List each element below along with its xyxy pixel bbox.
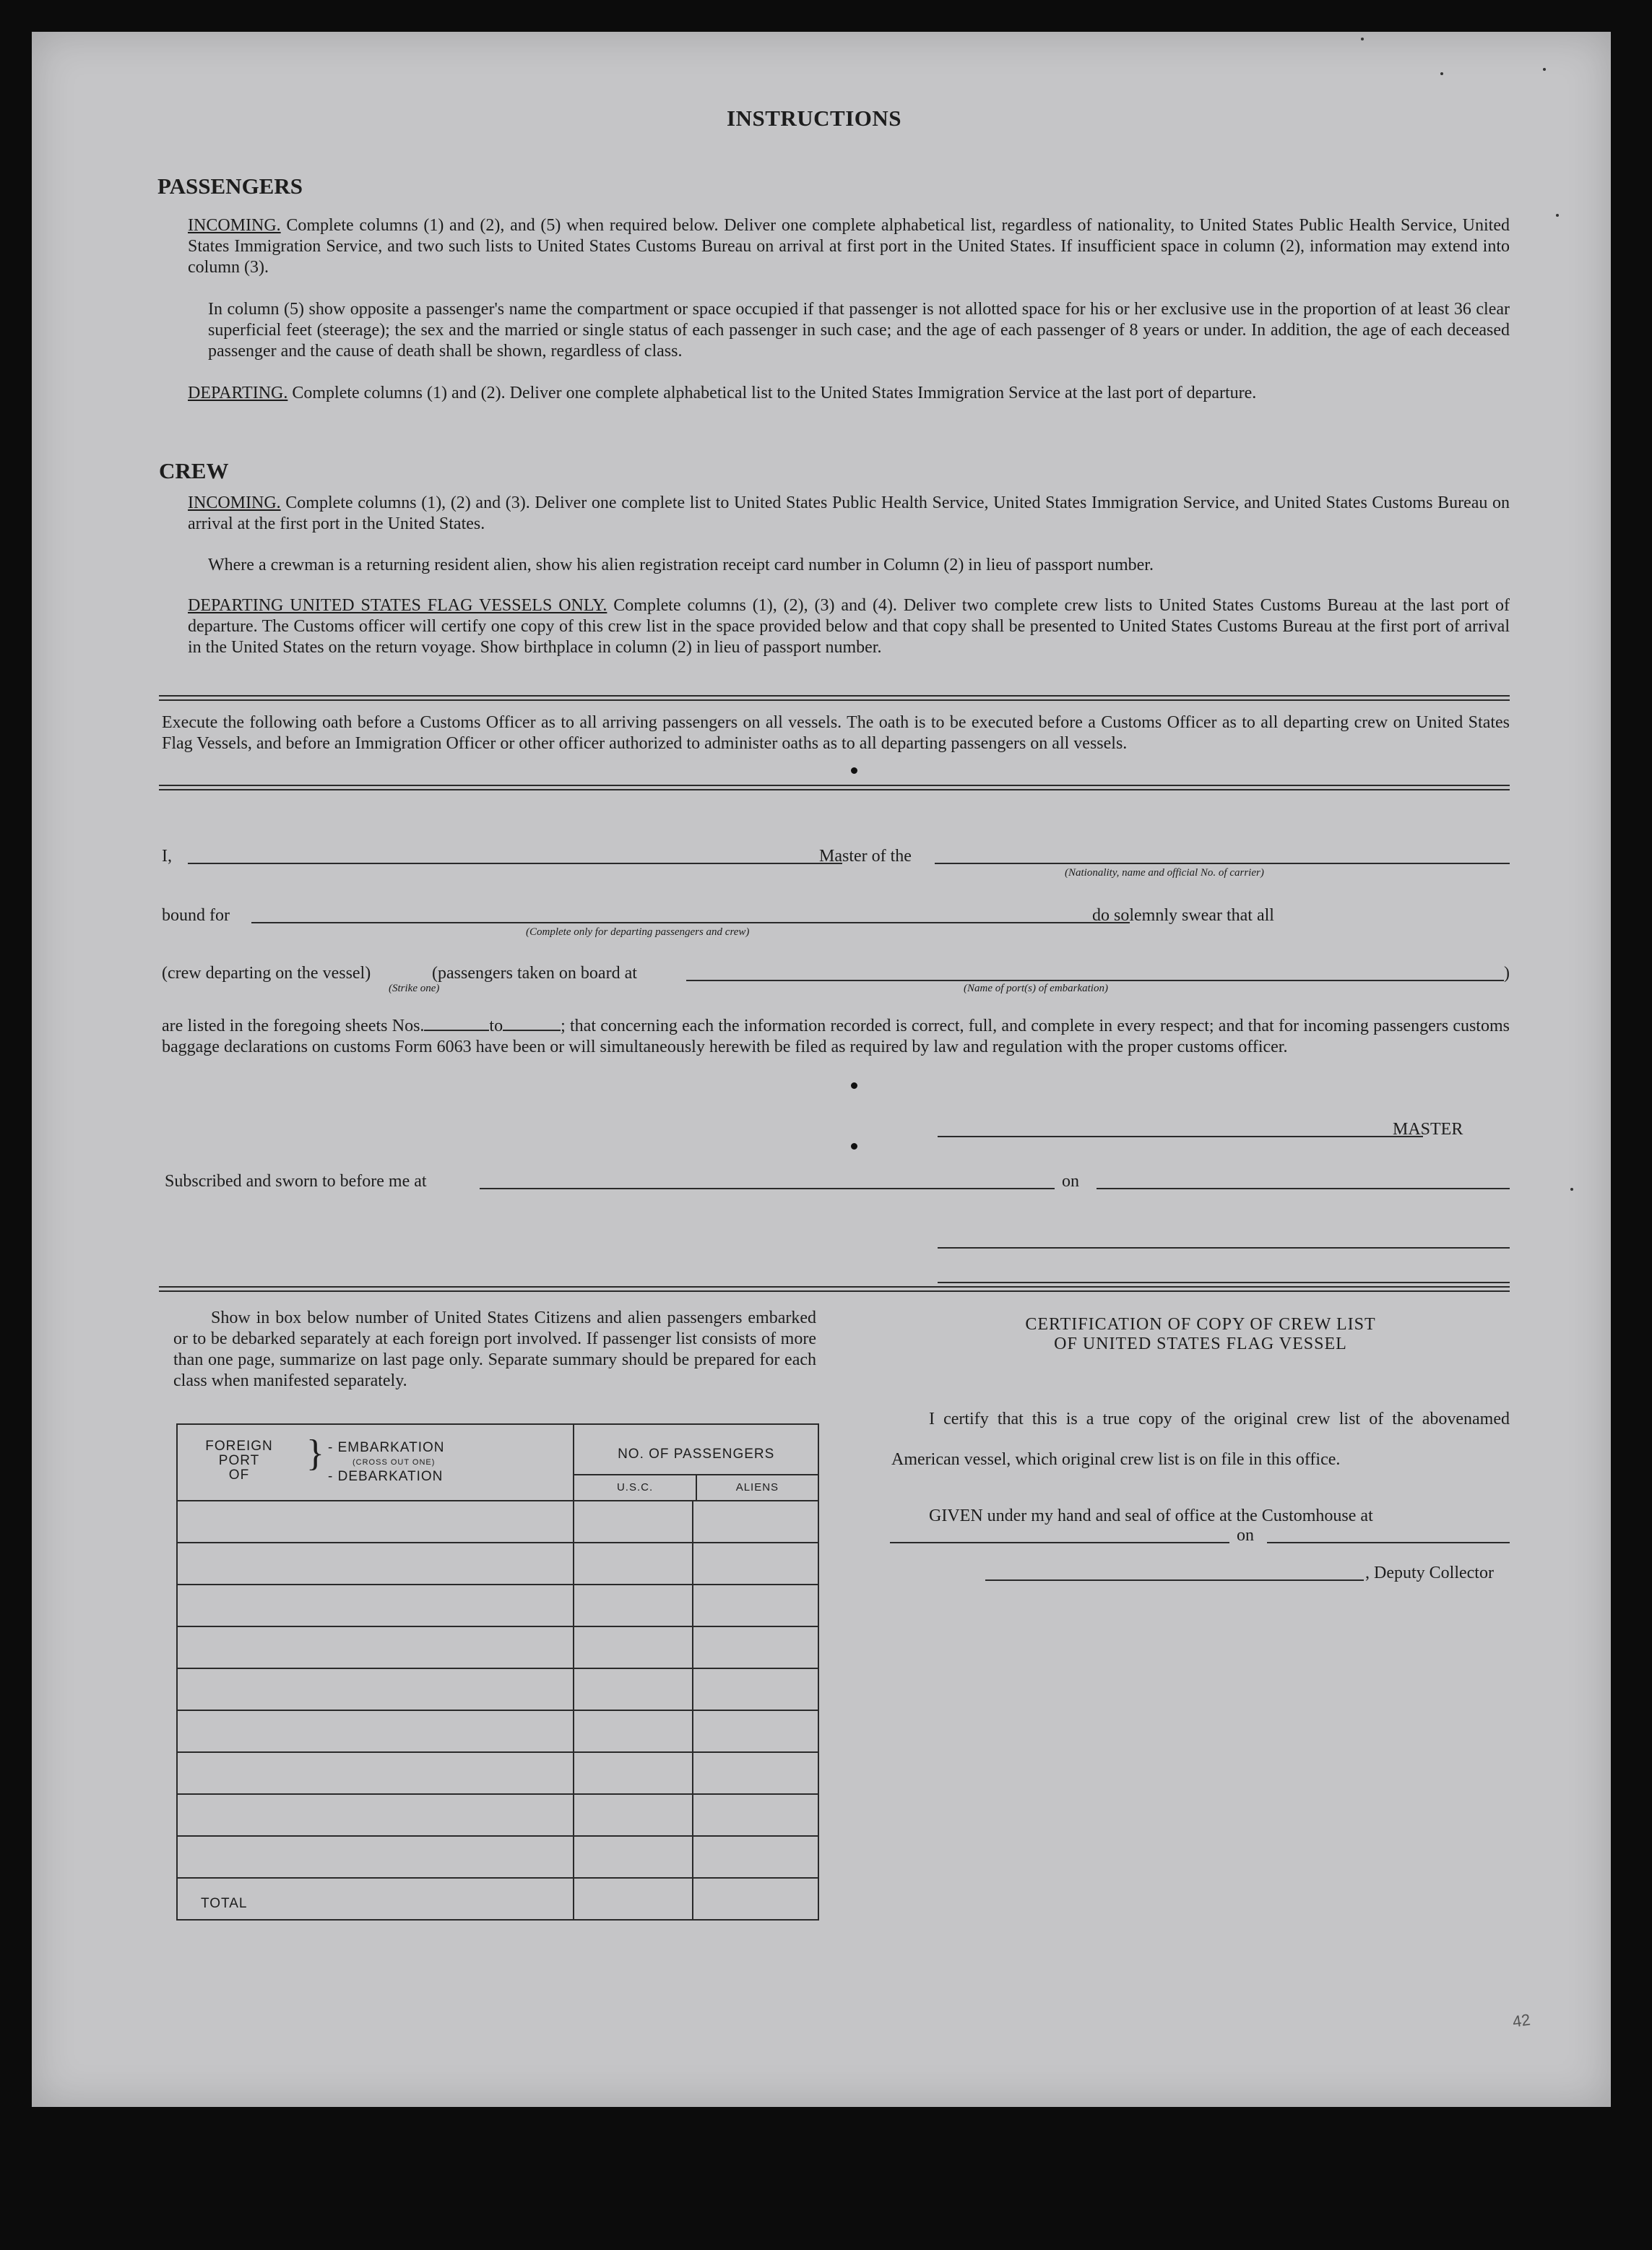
table-row bbox=[177, 1585, 818, 1626]
passengers-incoming-paragraph bbox=[188, 215, 1510, 278]
passengers-taken-label: (passengers taken on board at bbox=[432, 964, 637, 983]
deputy-signature-line bbox=[985, 1579, 1364, 1581]
table-row bbox=[177, 1543, 818, 1585]
subscribed-on-label: on bbox=[1062, 1172, 1079, 1191]
deputy-collector-label: , Deputy Collector bbox=[1365, 1564, 1494, 1582]
scan-speck bbox=[1361, 38, 1364, 40]
oath-i-label: I, bbox=[162, 847, 172, 866]
passengers-departing-text: Complete columns (1) and (2). Deliver one complete alphabetical list to the United States Immigration Service at the last port of departure. bbox=[287, 384, 1257, 402]
master-signature-line bbox=[938, 1136, 1423, 1137]
divider-bottom bbox=[159, 1286, 1510, 1292]
scan-speck bbox=[1440, 72, 1443, 75]
certification-title-line1: CERTIFICATION OF COPY OF CREW LIST bbox=[1025, 1315, 1376, 1334]
passengers-header-cell bbox=[574, 1424, 818, 1501]
no-of-passengers-label: NO. OF PASSENGERS bbox=[618, 1447, 775, 1462]
crew-departing-text: Complete columns (1), (2), (3) and (4). Deliver two complete crew lists to United States Customs Bureau at the last port of departure. The Customs officer will certify one copy of this crew list in the space provided below and that copy shall be presented to United States Customs Bureau at the first port of arrival in the United States on the return voyage. Show birthplace in column (2) in lieu of passport number. bbox=[188, 596, 1510, 657]
swear-label: do solemnly swear that all bbox=[1092, 906, 1274, 925]
passengers-column5-paragraph: In column (5) show opposite a passenger's name the compartment or space occupied if that passenger is not allotted space for his or her exclusive use in the proportion of at least 36 clear superficial feet (steerage); the sex and the married or single status of each passenger in such case; and the age of each passenger of 8 years or under. In addition, the age of each deceased passenger and the cause of death shall be shown, regardless of class. bbox=[208, 300, 1510, 361]
divider-oath bbox=[159, 785, 1510, 790]
listed-suffix: ; that concerning each the information recorded is correct, full, and complete in every respect; and that for incoming passengers customs baggage declarations on customs Form 6063 have been or will simultaneously herewith be filed as required by law and regulation with the proper customs officer. bbox=[162, 1017, 1510, 1056]
of-label: OF bbox=[228, 1467, 250, 1483]
table-row bbox=[177, 1501, 818, 1543]
certification-title bbox=[891, 1315, 1510, 1354]
listed-paragraph bbox=[162, 1016, 1510, 1058]
subscribed-label: Subscribed and sworn to before me at bbox=[165, 1172, 427, 1191]
brace-symbol: } bbox=[306, 1433, 324, 1474]
given-paragraph: GIVEN under my hand and seal of office at the Customhouse at bbox=[929, 1507, 1373, 1525]
cert-on-label: on bbox=[1237, 1526, 1254, 1545]
total-label: TOTAL bbox=[201, 1896, 248, 1911]
listed-prefix: are listed in the foregoing sheets Nos. bbox=[162, 1017, 425, 1035]
sheet-to-blank bbox=[503, 1030, 561, 1031]
scan-speck bbox=[851, 1143, 857, 1150]
passengers-incoming-text: Complete columns (1) and (2), and (5) when required below. Deliver one complete alphabetical list, regardless of nationality, to United States Public Health Service, United States Immigration Service, and two such lists to United States Customs Bureau on arrival at first port in the United States. If insufficient space in column (2), information may extend into column (3). bbox=[188, 216, 1510, 277]
debarkation-label: - DEBARKATION bbox=[328, 1469, 444, 1484]
certification-title-line2: OF UNITED STATES FLAG VESSEL bbox=[1054, 1335, 1347, 1353]
summary-instruction: Show in box below number of United States Citizens and alien passengers embarked or to be debarked separately at each foreign port involved. If passenger list consists of more than one page, summarize on last page only. Separate summary should be prepared for each class when manifested separately. bbox=[173, 1309, 816, 1390]
cross-out-label: (CROSS OUT ONE) bbox=[353, 1458, 436, 1467]
page-title: INSTRUCTIONS bbox=[727, 105, 902, 131]
bound-for-line bbox=[251, 922, 1130, 923]
to-label: to bbox=[489, 1017, 503, 1035]
crew-incoming-text: Complete columns (1), (2) and (3). Deliver one complete list to United States Public Health Service, United States Immigration Service, and United States Customs Bureau on arrival at the first port in the United States. bbox=[188, 493, 1510, 533]
total-row bbox=[177, 1878, 818, 1920]
aliens-label: ALIENS bbox=[735, 1481, 779, 1493]
table-row bbox=[177, 1668, 818, 1710]
sheet-from-blank bbox=[424, 1030, 489, 1031]
port-header-cell bbox=[177, 1424, 574, 1501]
scan-speck bbox=[1543, 68, 1546, 71]
master-of-the-label: Master of the bbox=[819, 847, 912, 866]
strike-one-caption: (Strike one) bbox=[389, 983, 440, 994]
master-label: MASTER bbox=[1393, 1120, 1463, 1139]
table-row bbox=[177, 1626, 818, 1668]
ports-line bbox=[686, 980, 1504, 981]
bound-for-label: bound for bbox=[162, 906, 230, 925]
crew-departing-label: (crew departing on the vessel) bbox=[162, 964, 371, 983]
table-row bbox=[177, 1752, 818, 1794]
complete-only-caption: (Complete only for departing passengers and crew) bbox=[526, 926, 750, 938]
crew-incoming-paragraph bbox=[188, 493, 1510, 535]
customhouse-line bbox=[890, 1542, 1229, 1543]
subscribed-place-line bbox=[480, 1188, 1055, 1189]
crew-incoming-lead: INCOMING. bbox=[188, 493, 281, 512]
cert-date-line bbox=[1267, 1542, 1510, 1543]
crew-departing-lead: DEPARTING UNITED STATES FLAG VESSELS ONLY. bbox=[188, 596, 607, 615]
carrier-line bbox=[935, 863, 1510, 864]
page-number: 42 bbox=[1511, 2010, 1532, 2031]
oath-instruction: Execute the following oath before a Customs Officer as to all arriving passengers on all vessels. The oath is to be executed before a Customs Officer as to all departing crew on United States Flag Vessels, and before an Immigration Officer or other officer authorized to administer oaths as to all departing passengers on all vessels. bbox=[162, 713, 1510, 753]
scan-speck bbox=[851, 1082, 857, 1089]
scan-speck bbox=[1570, 1188, 1573, 1191]
port-label: PORT bbox=[218, 1453, 260, 1468]
passenger-summary-table bbox=[176, 1423, 819, 1921]
officer-signature-line bbox=[938, 1247, 1510, 1249]
officer-title-line bbox=[938, 1282, 1510, 1283]
table-row bbox=[177, 1836, 818, 1878]
usc-label: U.S.C. bbox=[574, 1475, 696, 1500]
nationality-caption: (Nationality, name and official No. of carrier) bbox=[1065, 867, 1264, 879]
table-row bbox=[177, 1710, 818, 1752]
foreign-label: FOREIGN bbox=[205, 1439, 273, 1454]
document-page bbox=[32, 32, 1611, 2107]
crew-departing-paragraph bbox=[188, 595, 1510, 658]
ports-caption: (Name of port(s) of embarkation) bbox=[964, 983, 1108, 994]
divider-top bbox=[159, 695, 1510, 701]
master-name-line bbox=[188, 863, 842, 864]
embarkation-label: - EMBARKATION bbox=[328, 1440, 445, 1455]
certify-paragraph: I certify that this is a true copy of the original crew list of the abovenamed American vessel, which original crew list is on file in this office. bbox=[891, 1410, 1510, 1469]
close-paren: ) bbox=[1504, 964, 1510, 983]
passengers-incoming-lead: INCOMING. bbox=[188, 216, 281, 235]
scan-speck bbox=[851, 767, 857, 774]
passengers-heading: PASSENGERS bbox=[157, 173, 303, 199]
table-row bbox=[177, 1794, 818, 1836]
crew-heading: CREW bbox=[159, 458, 229, 483]
passengers-departing-paragraph bbox=[188, 383, 1510, 404]
scan-speck bbox=[1556, 214, 1559, 217]
crew-resident-paragraph: Where a crewman is a returning resident alien, show his alien registration receipt card number in Column (2) in lieu of passport number. bbox=[208, 556, 1154, 574]
passengers-departing-lead: DEPARTING. bbox=[188, 384, 288, 402]
subscribed-date-line bbox=[1097, 1188, 1510, 1189]
